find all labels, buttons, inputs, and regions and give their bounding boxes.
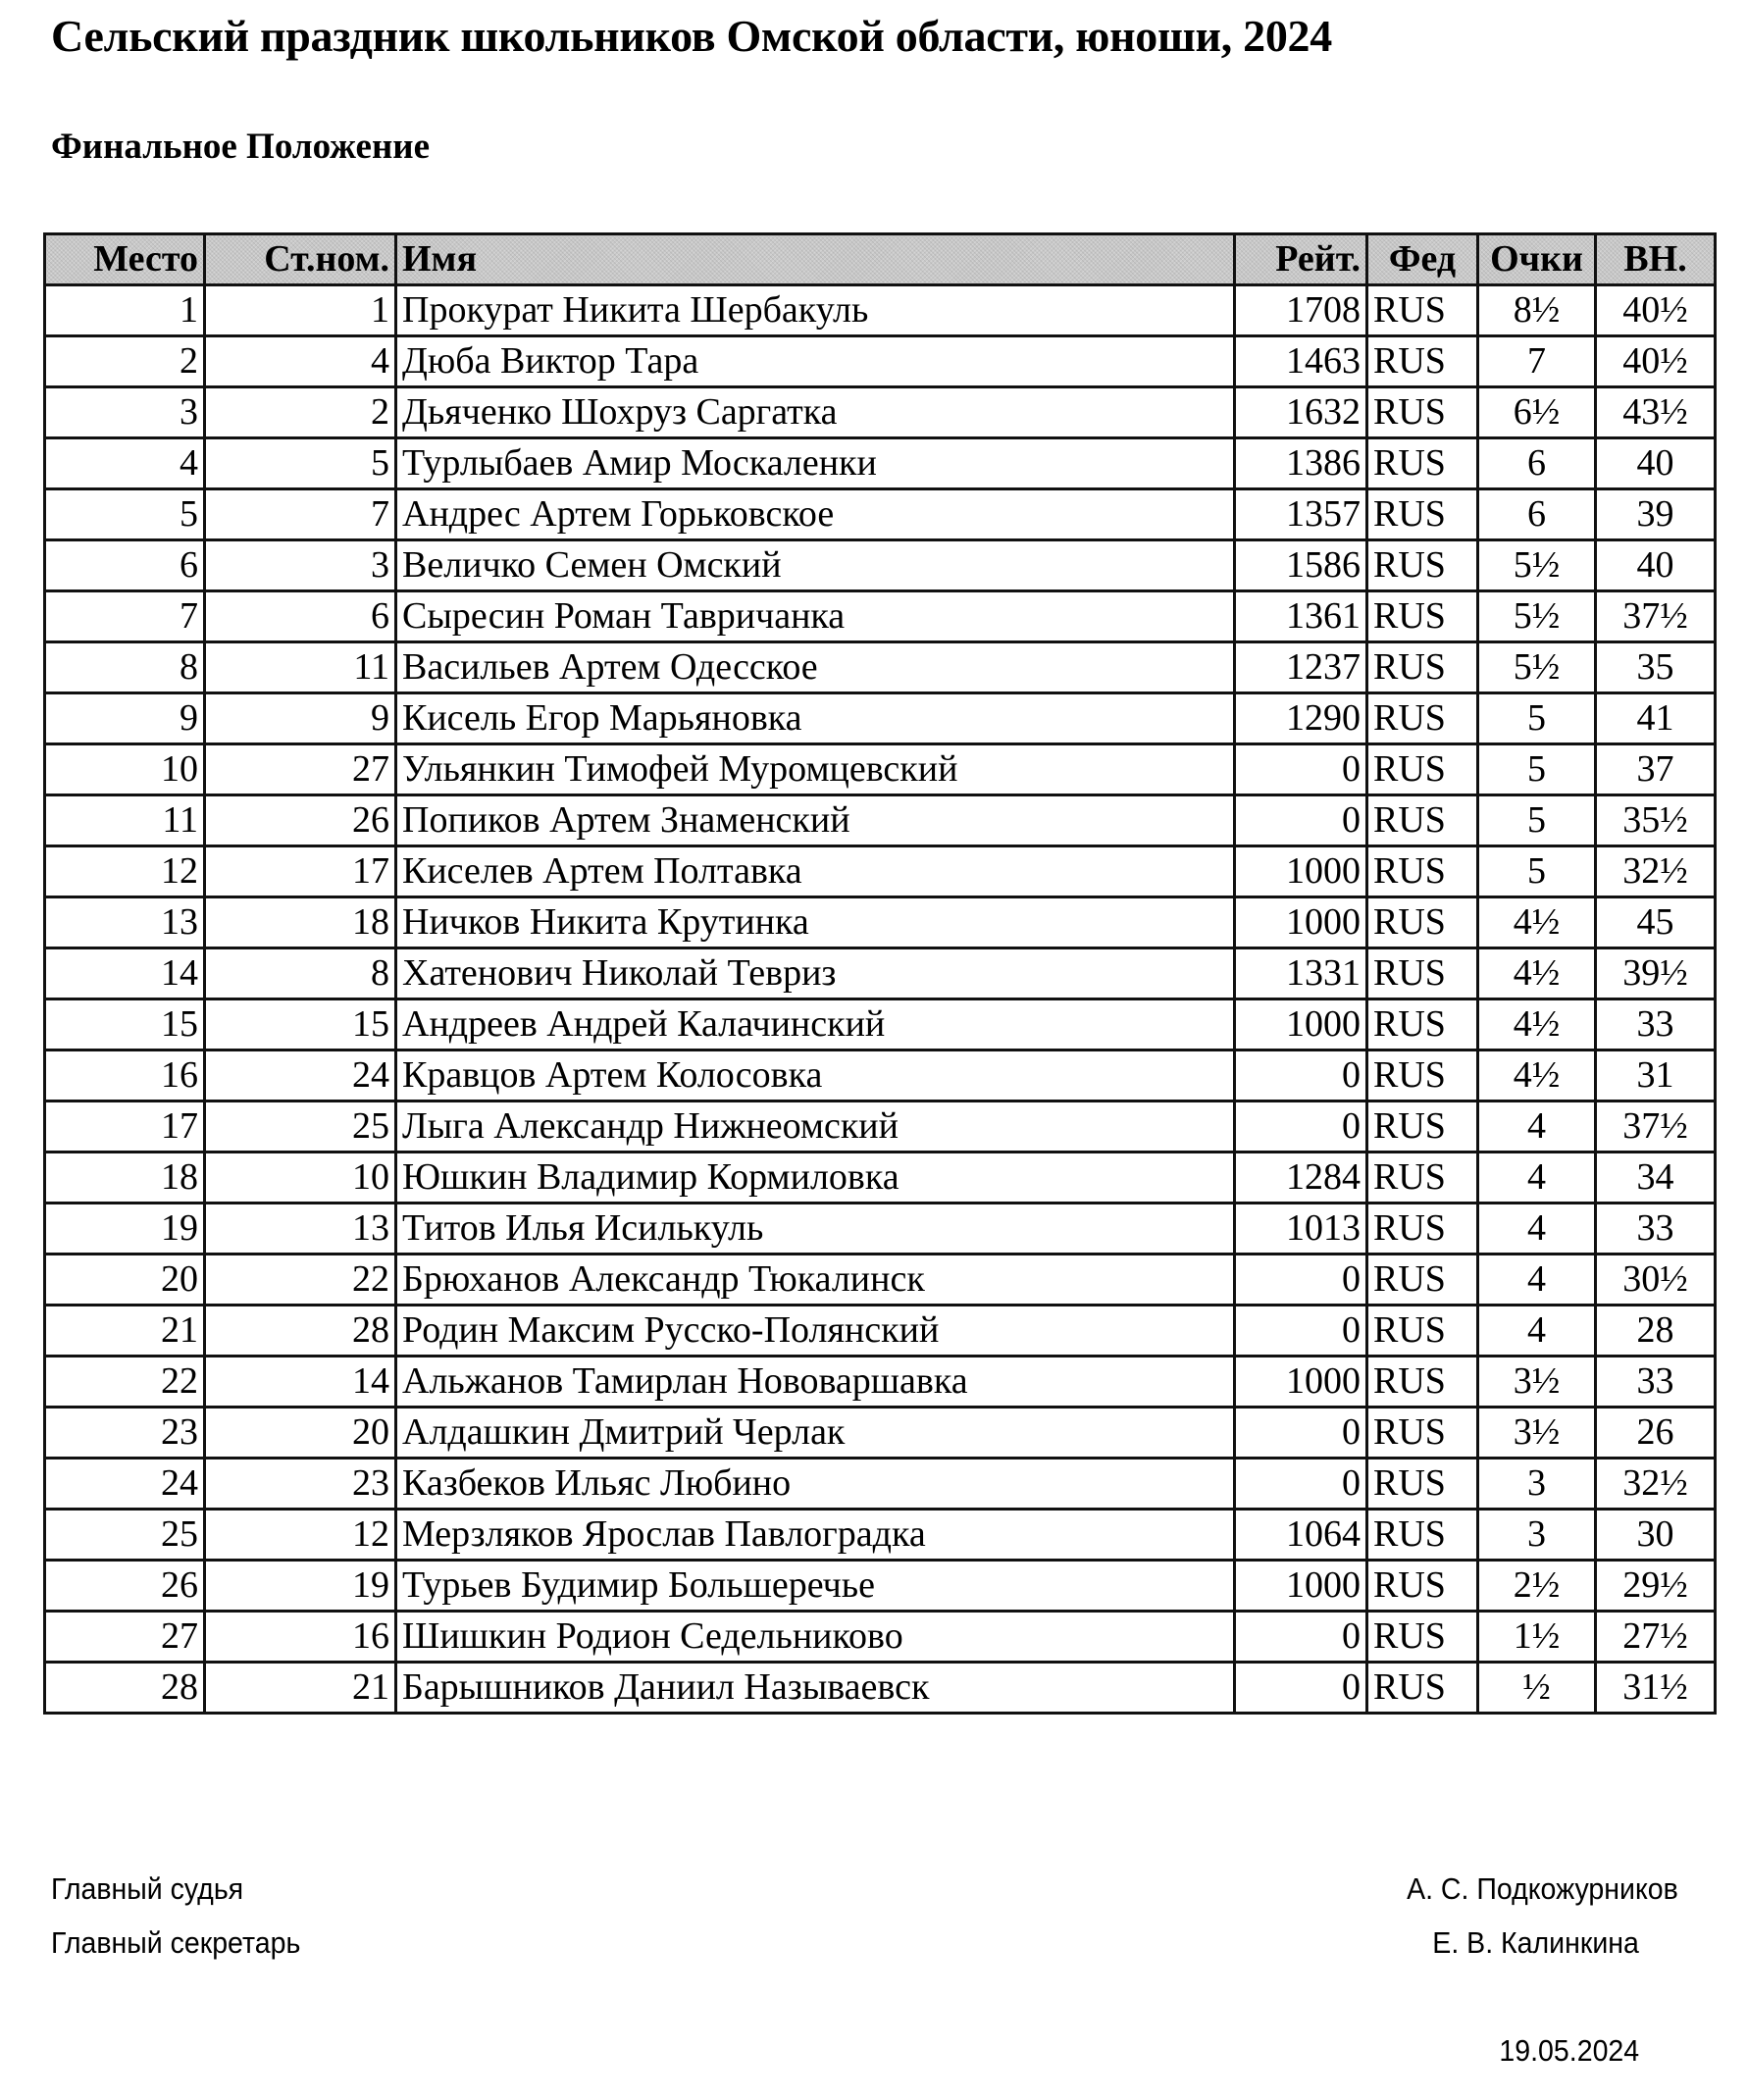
cell-start-number: 14 — [205, 1357, 396, 1408]
cell-player-name: Брюханов Александр Тюкалинск — [396, 1255, 1235, 1306]
table-row — [45, 285, 1716, 336]
cell-rating: 1284 — [1235, 1152, 1367, 1204]
cell-start-number: 26 — [205, 795, 396, 846]
cell-buchholz: 37½ — [1596, 1101, 1716, 1152]
cell-points: 8½ — [1478, 285, 1596, 336]
cell-points: 3 — [1478, 1510, 1596, 1561]
cell-federation: RUS — [1367, 846, 1478, 897]
table-header-row — [45, 234, 1716, 285]
cell-points: 4 — [1478, 1101, 1596, 1152]
cell-buchholz: 33 — [1596, 1357, 1716, 1408]
cell-start-number: 28 — [205, 1306, 396, 1357]
cell-player-name: Турлыбаев Амир Москаленки — [396, 438, 1235, 489]
cell-place: 4 — [45, 438, 205, 489]
cell-buchholz: 39½ — [1596, 948, 1716, 999]
cell-start-number: 11 — [205, 642, 396, 693]
cell-points: 6½ — [1478, 387, 1596, 438]
cell-player-name: Алдашкин Дмитрий Черлак — [396, 1408, 1235, 1459]
cell-points: 3½ — [1478, 1408, 1596, 1459]
cell-buchholz: 31½ — [1596, 1663, 1716, 1714]
cell-start-number: 5 — [205, 438, 396, 489]
cell-buchholz: 32½ — [1596, 1459, 1716, 1510]
cell-rating: 1000 — [1235, 1561, 1367, 1612]
cell-player-name: Кравцов Артем Колосовка — [396, 1050, 1235, 1101]
cell-federation: RUS — [1367, 1408, 1478, 1459]
cell-start-number: 2 — [205, 387, 396, 438]
cell-buchholz: 30½ — [1596, 1255, 1716, 1306]
chief-secretary-name: Е. В. Калинкина — [1432, 1925, 1639, 1960]
cell-start-number: 19 — [205, 1561, 396, 1612]
cell-start-number: 13 — [205, 1204, 396, 1255]
cell-place: 5 — [45, 489, 205, 540]
column-header-federation: Фед — [1367, 234, 1478, 285]
cell-buchholz: 40½ — [1596, 336, 1716, 387]
cell-points: 4 — [1478, 1204, 1596, 1255]
cell-rating: 0 — [1235, 1050, 1367, 1101]
document-date: 19.05.2024 — [1499, 2033, 1639, 2068]
cell-federation: RUS — [1367, 591, 1478, 642]
cell-start-number: 23 — [205, 1459, 396, 1510]
cell-place: 17 — [45, 1101, 205, 1152]
cell-buchholz: 40 — [1596, 438, 1716, 489]
cell-rating: 0 — [1235, 1101, 1367, 1152]
cell-points: 1½ — [1478, 1612, 1596, 1663]
cell-place: 13 — [45, 897, 205, 948]
cell-points: 6 — [1478, 438, 1596, 489]
cell-rating: 0 — [1235, 1459, 1367, 1510]
cell-place: 10 — [45, 744, 205, 795]
table-row — [45, 795, 1716, 846]
cell-federation: RUS — [1367, 744, 1478, 795]
cell-player-name: Величко Семен Омский — [396, 540, 1235, 591]
cell-start-number: 27 — [205, 744, 396, 795]
table-row — [45, 1459, 1716, 1510]
cell-start-number: 12 — [205, 1510, 396, 1561]
cell-buchholz: 34 — [1596, 1152, 1716, 1204]
table-row — [45, 1050, 1716, 1101]
cell-start-number: 9 — [205, 693, 396, 744]
cell-place: 6 — [45, 540, 205, 591]
document-title: Сельский праздник школьников Омской области, юноши, 2024 — [51, 11, 1332, 61]
cell-federation: RUS — [1367, 1101, 1478, 1152]
table-row — [45, 897, 1716, 948]
cell-place: 23 — [45, 1408, 205, 1459]
standings-table — [43, 232, 1717, 1715]
cell-start-number: 21 — [205, 1663, 396, 1714]
cell-rating: 0 — [1235, 1663, 1367, 1714]
table-row — [45, 642, 1716, 693]
cell-buchholz: 28 — [1596, 1306, 1716, 1357]
cell-rating: 1632 — [1235, 387, 1367, 438]
cell-player-name: Альжанов Тамирлан Нововаршавка — [396, 1357, 1235, 1408]
cell-federation: RUS — [1367, 1204, 1478, 1255]
cell-buchholz: 32½ — [1596, 846, 1716, 897]
cell-points: 4 — [1478, 1152, 1596, 1204]
cell-player-name: Лыга Александр Нижнеомский — [396, 1101, 1235, 1152]
cell-rating: 0 — [1235, 1255, 1367, 1306]
chief-judge-name: А. С. Подкожурников — [1407, 1871, 1678, 1906]
cell-points: 4½ — [1478, 897, 1596, 948]
cell-place: 7 — [45, 591, 205, 642]
cell-place: 9 — [45, 693, 205, 744]
cell-place: 18 — [45, 1152, 205, 1204]
cell-start-number: 8 — [205, 948, 396, 999]
cell-place: 1 — [45, 285, 205, 336]
cell-points: 4 — [1478, 1306, 1596, 1357]
cell-buchholz: 43½ — [1596, 387, 1716, 438]
cell-player-name: Шишкин Родион Седельниково — [396, 1612, 1235, 1663]
cell-place: 28 — [45, 1663, 205, 1714]
cell-player-name: Андрес Артем Горьковское — [396, 489, 1235, 540]
column-header-buchholz: ВН. — [1596, 234, 1716, 285]
cell-rating: 1463 — [1235, 336, 1367, 387]
cell-player-name: Титов Илья Исилькуль — [396, 1204, 1235, 1255]
cell-rating: 1000 — [1235, 999, 1367, 1050]
cell-rating: 1237 — [1235, 642, 1367, 693]
table-row — [45, 693, 1716, 744]
cell-federation: RUS — [1367, 1510, 1478, 1561]
table-body — [45, 285, 1716, 1714]
cell-federation: RUS — [1367, 387, 1478, 438]
cell-buchholz: 29½ — [1596, 1561, 1716, 1612]
cell-points: 4 — [1478, 1255, 1596, 1306]
cell-rating: 1708 — [1235, 285, 1367, 336]
cell-points: 4½ — [1478, 1050, 1596, 1101]
cell-place: 12 — [45, 846, 205, 897]
cell-buchholz: 41 — [1596, 693, 1716, 744]
cell-player-name: Родин Максим Русско-Полянский — [396, 1306, 1235, 1357]
cell-federation: RUS — [1367, 999, 1478, 1050]
cell-rating: 1064 — [1235, 1510, 1367, 1561]
cell-points: ½ — [1478, 1663, 1596, 1714]
cell-player-name: Мерзляков Ярослав Павлоградка — [396, 1510, 1235, 1561]
column-header-place: Место — [45, 234, 205, 285]
cell-rating: 1586 — [1235, 540, 1367, 591]
cell-rating: 1000 — [1235, 1357, 1367, 1408]
cell-buchholz: 26 — [1596, 1408, 1716, 1459]
table-row — [45, 540, 1716, 591]
cell-player-name: Хатенович Николай Тевриз — [396, 948, 1235, 999]
cell-federation: RUS — [1367, 693, 1478, 744]
cell-start-number: 15 — [205, 999, 396, 1050]
cell-start-number: 10 — [205, 1152, 396, 1204]
table-row — [45, 438, 1716, 489]
cell-points: 4½ — [1478, 999, 1596, 1050]
table-row — [45, 1408, 1716, 1459]
cell-place: 14 — [45, 948, 205, 999]
cell-points: 5 — [1478, 693, 1596, 744]
cell-federation: RUS — [1367, 1663, 1478, 1714]
cell-federation: RUS — [1367, 795, 1478, 846]
table-row — [45, 948, 1716, 999]
cell-start-number: 17 — [205, 846, 396, 897]
cell-buchholz: 35½ — [1596, 795, 1716, 846]
cell-federation: RUS — [1367, 438, 1478, 489]
table-row — [45, 1152, 1716, 1204]
cell-federation: RUS — [1367, 642, 1478, 693]
cell-place: 20 — [45, 1255, 205, 1306]
cell-start-number: 1 — [205, 285, 396, 336]
cell-federation: RUS — [1367, 540, 1478, 591]
cell-federation: RUS — [1367, 336, 1478, 387]
cell-place: 2 — [45, 336, 205, 387]
table-row — [45, 999, 1716, 1050]
table-row — [45, 1510, 1716, 1561]
cell-federation: RUS — [1367, 285, 1478, 336]
cell-points: 3½ — [1478, 1357, 1596, 1408]
column-header-name: Имя — [396, 234, 1235, 285]
cell-rating: 1290 — [1235, 693, 1367, 744]
cell-player-name: Ничков Никита Крутинка — [396, 897, 1235, 948]
table-row — [45, 591, 1716, 642]
cell-place: 8 — [45, 642, 205, 693]
cell-start-number: 3 — [205, 540, 396, 591]
table-row — [45, 336, 1716, 387]
table-row — [45, 1204, 1716, 1255]
cell-rating: 0 — [1235, 1612, 1367, 1663]
cell-federation: RUS — [1367, 1306, 1478, 1357]
cell-player-name: Казбеков Ильяс Любино — [396, 1459, 1235, 1510]
cell-player-name: Васильев Артем Одесское — [396, 642, 1235, 693]
cell-federation: RUS — [1367, 1459, 1478, 1510]
column-header-rating: Рейт. — [1235, 234, 1367, 285]
cell-player-name: Ульянкин Тимофей Муромцевский — [396, 744, 1235, 795]
cell-points: 3 — [1478, 1459, 1596, 1510]
cell-place: 16 — [45, 1050, 205, 1101]
cell-place: 11 — [45, 795, 205, 846]
cell-start-number: 25 — [205, 1101, 396, 1152]
cell-rating: 1357 — [1235, 489, 1367, 540]
cell-start-number: 20 — [205, 1408, 396, 1459]
cell-place: 19 — [45, 1204, 205, 1255]
cell-federation: RUS — [1367, 1561, 1478, 1612]
table-row — [45, 387, 1716, 438]
cell-player-name: Попиков Артем Знаменский — [396, 795, 1235, 846]
table-row — [45, 1306, 1716, 1357]
cell-start-number: 18 — [205, 897, 396, 948]
chief-judge-label: Главный судья — [51, 1871, 244, 1906]
cell-points: 4½ — [1478, 948, 1596, 999]
cell-start-number: 24 — [205, 1050, 396, 1101]
cell-federation: RUS — [1367, 1050, 1478, 1101]
cell-place: 22 — [45, 1357, 205, 1408]
cell-place: 25 — [45, 1510, 205, 1561]
cell-rating: 0 — [1235, 1306, 1367, 1357]
cell-buchholz: 35 — [1596, 642, 1716, 693]
cell-federation: RUS — [1367, 489, 1478, 540]
cell-points: 6 — [1478, 489, 1596, 540]
cell-buchholz: 45 — [1596, 897, 1716, 948]
cell-points: 5 — [1478, 744, 1596, 795]
cell-player-name: Барышников Даниил Называевск — [396, 1663, 1235, 1714]
cell-buchholz: 33 — [1596, 1204, 1716, 1255]
cell-buchholz: 40½ — [1596, 285, 1716, 336]
cell-player-name: Дюба Виктор Тара — [396, 336, 1235, 387]
cell-rating: 1000 — [1235, 897, 1367, 948]
column-header-points: Очки — [1478, 234, 1596, 285]
cell-buchholz: 31 — [1596, 1050, 1716, 1101]
table-row — [45, 489, 1716, 540]
cell-points: 5 — [1478, 846, 1596, 897]
cell-start-number: 4 — [205, 336, 396, 387]
cell-player-name: Сыресин Роман Тавричанка — [396, 591, 1235, 642]
cell-rating: 0 — [1235, 1408, 1367, 1459]
table-row — [45, 1612, 1716, 1663]
cell-place: 21 — [45, 1306, 205, 1357]
cell-federation: RUS — [1367, 1357, 1478, 1408]
cell-rating: 1361 — [1235, 591, 1367, 642]
cell-place: 24 — [45, 1459, 205, 1510]
cell-points: 5 — [1478, 795, 1596, 846]
cell-federation: RUS — [1367, 1612, 1478, 1663]
cell-player-name: Андреев Андрей Калачинский — [396, 999, 1235, 1050]
cell-start-number: 16 — [205, 1612, 396, 1663]
cell-start-number: 6 — [205, 591, 396, 642]
table-row — [45, 744, 1716, 795]
cell-points: 7 — [1478, 336, 1596, 387]
cell-place: 26 — [45, 1561, 205, 1612]
cell-rating: 1331 — [1235, 948, 1367, 999]
cell-player-name: Кисель Егор Марьяновка — [396, 693, 1235, 744]
document-subtitle: Финальное Положение — [51, 127, 431, 167]
cell-federation: RUS — [1367, 1152, 1478, 1204]
cell-points: 2½ — [1478, 1561, 1596, 1612]
cell-buchholz: 40 — [1596, 540, 1716, 591]
cell-rating: 0 — [1235, 744, 1367, 795]
cell-points: 5½ — [1478, 642, 1596, 693]
cell-points: 5½ — [1478, 540, 1596, 591]
cell-place: 15 — [45, 999, 205, 1050]
cell-buchholz: 39 — [1596, 489, 1716, 540]
chief-secretary-label: Главный секретарь — [51, 1925, 301, 1960]
cell-buchholz: 30 — [1596, 1510, 1716, 1561]
cell-federation: RUS — [1367, 897, 1478, 948]
cell-buchholz: 37 — [1596, 744, 1716, 795]
cell-buchholz: 33 — [1596, 999, 1716, 1050]
column-header-start-number: Ст.ном. — [205, 234, 396, 285]
cell-rating: 1013 — [1235, 1204, 1367, 1255]
cell-player-name: Юшкин Владимир Кормиловка — [396, 1152, 1235, 1204]
table-row — [45, 1101, 1716, 1152]
table-row — [45, 846, 1716, 897]
cell-player-name: Дьяченко Шохруз Саргатка — [396, 387, 1235, 438]
cell-rating: 0 — [1235, 795, 1367, 846]
cell-federation: RUS — [1367, 948, 1478, 999]
cell-place: 3 — [45, 387, 205, 438]
table-row — [45, 1357, 1716, 1408]
cell-rating: 1000 — [1235, 846, 1367, 897]
cell-player-name: Прокурат Никита Шербакуль — [396, 285, 1235, 336]
cell-rating: 1386 — [1235, 438, 1367, 489]
cell-points: 5½ — [1478, 591, 1596, 642]
table-row — [45, 1561, 1716, 1612]
cell-place: 27 — [45, 1612, 205, 1663]
table-row — [45, 1663, 1716, 1714]
cell-federation: RUS — [1367, 1255, 1478, 1306]
cell-player-name: Турьев Будимир Большеречье — [396, 1561, 1235, 1612]
cell-buchholz: 37½ — [1596, 591, 1716, 642]
cell-start-number: 7 — [205, 489, 396, 540]
cell-player-name: Киселев Артем Полтавка — [396, 846, 1235, 897]
table-row — [45, 1255, 1716, 1306]
cell-start-number: 22 — [205, 1255, 396, 1306]
cell-buchholz: 27½ — [1596, 1612, 1716, 1663]
